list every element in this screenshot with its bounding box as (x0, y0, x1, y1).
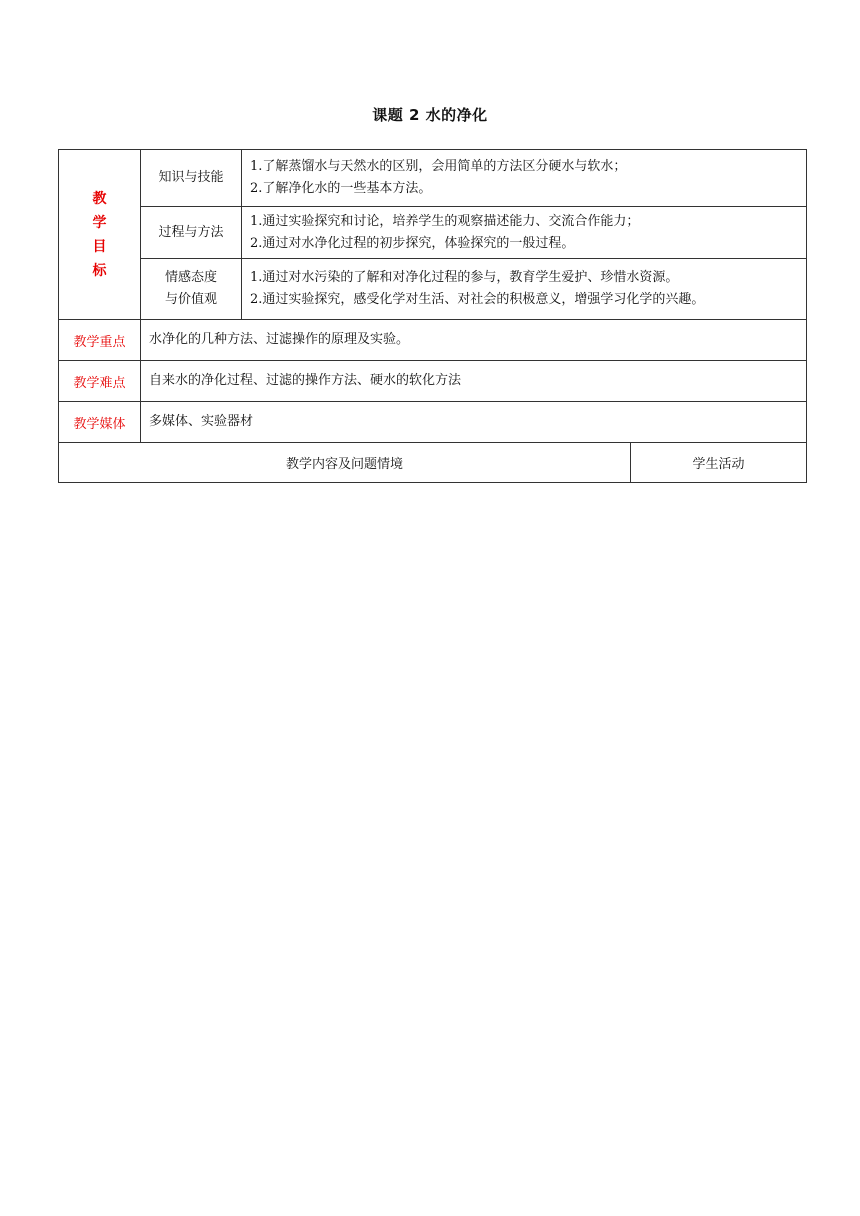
objective-item: 1.通过对水污染的了解和对净化过程的参与，教育学生爱护、珍惜水资源。 (250, 270, 679, 285)
objective-item: 1.通过实验探究和讨论，培养学生的观察描述能力、交流合作能力； (250, 213, 640, 229)
objective-category: 情感态度 与价值观 (141, 259, 242, 320)
key-points-row (59, 320, 807, 361)
objective-category: 知识与技能 (141, 150, 242, 207)
media-row (59, 402, 807, 443)
key-points-label: 教学重点 (59, 320, 141, 361)
objective-content (242, 259, 807, 320)
objective-content (242, 207, 807, 259)
content-header: 教学内容及问题情境 (59, 443, 631, 483)
difficulties-row (59, 361, 807, 402)
objective-item: 2.通过对水净化过程的初步探究，体验探究的一般过程。 (250, 235, 575, 251)
section-header-row (59, 443, 807, 483)
difficulties-text: 自来水的净化过程、过滤的操作方法、硬水的软化方法 (141, 361, 807, 402)
objective-row-knowledge (59, 150, 807, 207)
objective-category: 过程与方法 (141, 207, 242, 259)
difficulties-label: 教学难点 (59, 361, 141, 402)
activity-header: 学生活动 (631, 443, 807, 483)
objective-row-process (59, 207, 807, 259)
objectives-label: 教 学 目 标 (59, 150, 141, 320)
objective-item: 2.通过实验探究，感受化学对生活、对社会的积极意义，增强学习化学的兴趣。 (250, 292, 705, 307)
document-title: 课题 2 水的净化 (372, 106, 488, 124)
objective-row-attitude (59, 259, 807, 320)
key-points-text: 水净化的几种方法、过滤操作的原理及实验。 (141, 320, 807, 361)
objective-content (242, 150, 807, 207)
objective-item: 1.了解蒸馏水与天然水的区别，会用简单的方法区分硬水与软水； (250, 159, 627, 174)
lesson-plan-table (58, 149, 807, 483)
media-text: 多媒体、实验器材 (141, 402, 807, 443)
media-label: 教学媒体 (59, 402, 141, 443)
objective-item: 2.了解净化水的一些基本方法。 (250, 181, 432, 196)
